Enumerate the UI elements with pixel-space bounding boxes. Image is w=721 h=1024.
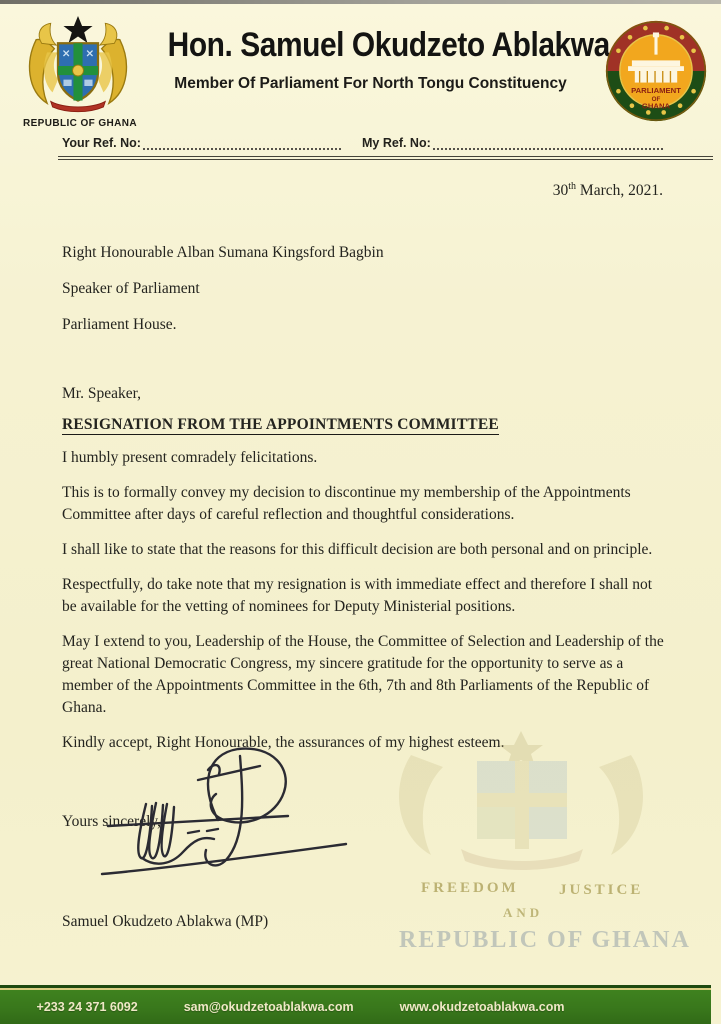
your-ref-blank-line <box>143 136 341 150</box>
date-line: 30th March, 2021. <box>552 181 663 200</box>
parliament-of-ghana-seal-icon <box>603 18 709 124</box>
footer-email: sam@okudzetoablakwa.com <box>183 1000 354 1014</box>
seal-text-parliament: PARLIAMENT <box>631 86 681 96</box>
footer-website: www.okudzetoablakwa.com <box>399 1000 565 1014</box>
my-ref-blank-line <box>433 136 663 150</box>
paragraph-3: I shall like to state that the reasons for this difficult decision are both personal and on principle. <box>62 541 653 559</box>
paragraph-6: Kindly accept, Right Honourable, the assurances of my highest esteem. <box>62 734 505 752</box>
letterhead <box>0 12 721 132</box>
watermark-and: AND <box>503 905 544 920</box>
footer-phone: +233 24 371 6092 <box>36 1000 138 1014</box>
watermark-justice: JUSTICE <box>559 882 644 898</box>
page-title: Hon. Samuel Okudzeto Ablakwa <box>167 26 610 64</box>
watermark-republic-of-ghana: REPUBLIC OF GHANA <box>399 927 691 953</box>
my-ref-label: My Ref. No: <box>362 136 431 150</box>
paragraph-4: Respectfully, do take note that my resignation is with immediate effect and therefore I shall not be available for the vetting of nominees for Deputy Ministerial positions. <box>62 576 653 616</box>
subject-line: RESIGNATION FROM THE APPOINTMENTS COMMITTEE <box>62 416 499 434</box>
ghana-coat-of-arms-icon <box>18 16 138 116</box>
signatory-name: Samuel Okudzeto Ablakwa (MP) <box>62 913 269 931</box>
seal-text-ghana: GHANA <box>641 101 671 111</box>
your-ref-label: Your Ref. No: <box>62 136 141 150</box>
salutation: Mr. Speaker, <box>62 385 142 403</box>
letterhead-divider <box>58 156 713 160</box>
letterhead-title-block <box>140 26 610 93</box>
recipient-name: Right Honourable Alban Sumana Kingsford Bagbin <box>62 244 384 262</box>
letter-paragraphs <box>62 447 665 754</box>
paragraph-1: I humbly present comradely felicitations. <box>62 449 318 467</box>
paragraph-2: This is to formally convey my decision to discontinue my membership of the Appointments Committee after days of careful reflection and thoughtful considerations. <box>62 484 631 524</box>
photo-top-edge <box>0 0 721 4</box>
your-ref <box>62 136 341 150</box>
letter-body <box>62 172 665 933</box>
page-subtitle: Member Of Parliament For North Tongu Constituency <box>174 75 567 92</box>
coat-of-arms-caption: REPUBLIC OF GHANA <box>22 118 138 129</box>
watermark-freedom: FREEDOM <box>421 880 519 896</box>
recipient-block <box>62 238 665 339</box>
recipient-address: Parliament House. <box>62 316 177 334</box>
seal-text-of: OF <box>651 95 661 103</box>
closing: Yours sincerely, <box>62 813 162 831</box>
recipient-title: Speaker of Parliament <box>62 280 200 298</box>
paragraph-5: May I extend to you, Leadership of the House, the Committee of Selection and Leadership of the great National Democratic Congress, my sincere gratitude for the opportunity to serve as a member of the Appointments Committee in the 6th, 7th and 8th Parliaments of the Republic of Ghana. <box>62 633 664 717</box>
footer-contact-bar <box>0 990 711 1024</box>
my-ref <box>362 136 663 150</box>
footer-bar <box>0 985 711 1024</box>
reference-row <box>62 130 669 156</box>
